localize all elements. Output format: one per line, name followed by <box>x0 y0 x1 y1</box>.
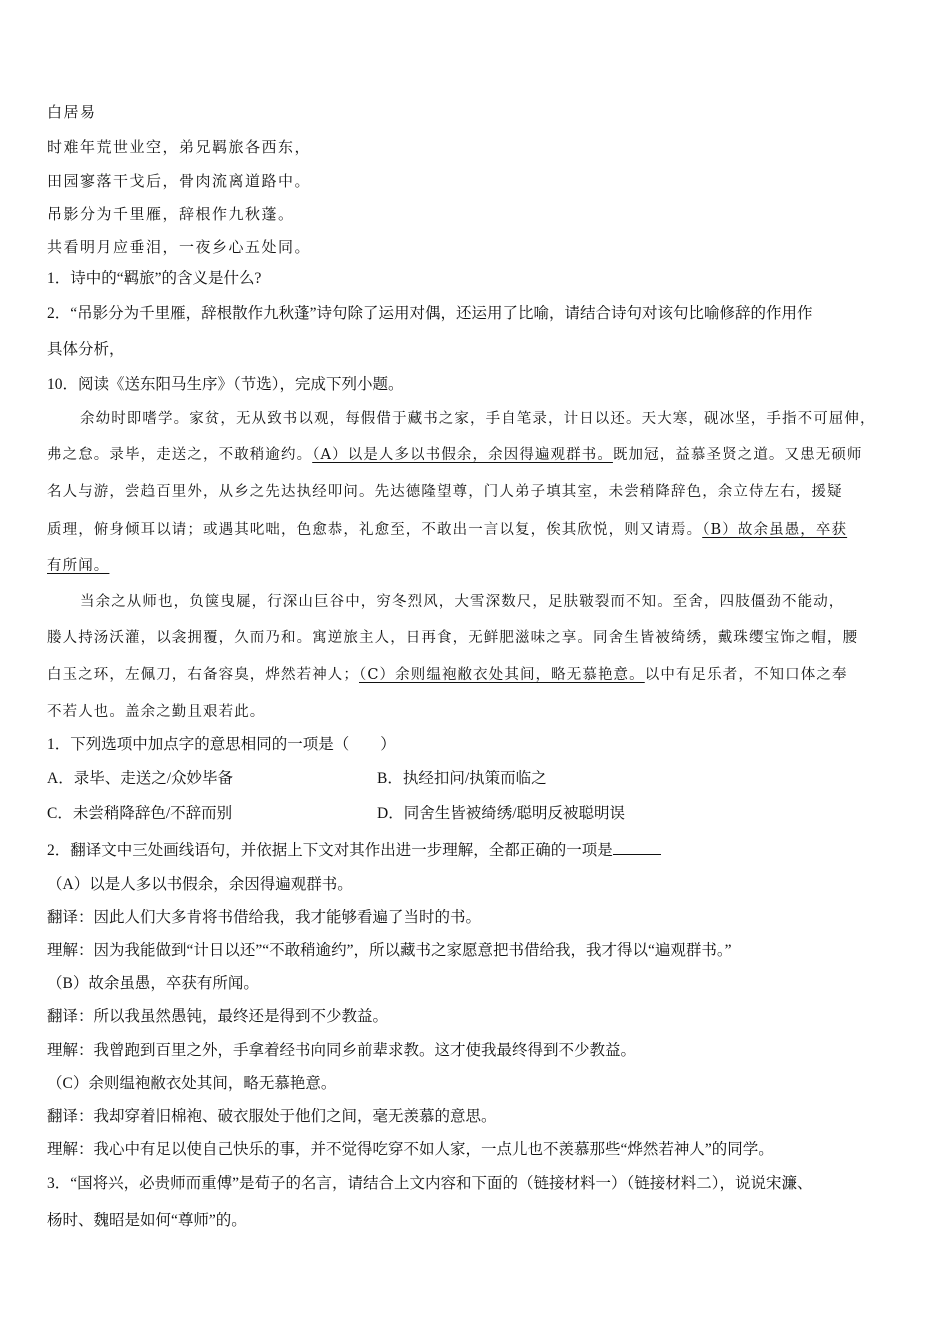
item-a-head: （A）以是人多以书假余，余因得遍观群书。 <box>47 876 353 893</box>
option-c: C．未尝稍降辞色/不辞而别 <box>47 805 233 822</box>
question-3: 3．“国将兴，必贵师而重傅”是荀子的名言，请结合上文内容和下面的（链接材料一）（链接材料二），说说宋濂、 <box>47 1175 813 1192</box>
option-a: A．录毕、走送之/众妙毕备 <box>47 770 234 787</box>
item-c-understanding: 理解：我心中有足以使自己快乐的事，并不觉得吃穿不如人家，一点儿也不羡慕那些“烨然若神人”的同学。 <box>47 1141 774 1158</box>
question-1-stem: 1．下列选项中加点字的意思相同的一项是（ ） <box>47 736 396 753</box>
item-b-understanding: 理解：我曾跑到百里之外，手拿着经书向同乡前辈求教。这才使我最终得到不少教益。 <box>47 1042 637 1059</box>
passage-text: 白玉之环，左佩刀，右备容臭，烨然若神人； <box>47 667 359 683</box>
item-a-understanding: 理解：因为我能做到“计日以还”“不敢稍逾约”，所以藏书之家愿意把书借给我，我才得以“遍观群书。” <box>47 942 732 959</box>
poem-line: 时难年荒世业空，弟兄羁旅各西东， <box>47 138 312 156</box>
passage-line: 余幼时即嗜学。家贫，无从致书以观，每假借于藏书之家，手自笔录，计日以还。天大寒，砚冰坚，手指不可屈伸， <box>80 411 876 427</box>
option-b: B．执经扣问/执策而临之 <box>377 770 547 787</box>
passage-line: 媵人持汤沃灌，以衾拥覆，久而乃和。寓逆旅主人，日再食，无鲜肥滋味之享。同舍生皆被绮绣，戴珠缨宝饰之帽，腰 <box>47 630 859 646</box>
item-b-head: （B）故余虽愚，卒获有所闻。 <box>47 975 259 992</box>
question-3-cont: 杨时、魏昭是如何“尊师”的。 <box>47 1212 247 1229</box>
item-c-translation: 翻译：我却穿着旧棉袍、破衣服处于他们之间，毫无羡慕的意思。 <box>47 1108 497 1125</box>
poem-line: 田园寥落干戈后，骨肉流离道路中。 <box>47 172 312 190</box>
poem-question-2-cont: 具体分析， <box>47 341 125 358</box>
item-a-translation: 翻译：因此人们大多肯将书借给我，我才能够看遍了当时的书。 <box>47 909 482 926</box>
passage-text: 既加冠，益慕圣贤之道。又患无硕师 <box>612 447 863 463</box>
underlined-sentence-b-cont: 有所闻。 <box>47 558 110 574</box>
passage-line: 名人与游，尝趋百里外，从乡之先达执经叩问。先达德隆望尊，门人弟子填其室，未尝稍降辞色，余立侍左右，援疑 <box>47 484 843 500</box>
item-c-head: （C）余则缊袍敝衣处其间，略无慕艳意。 <box>47 1075 337 1092</box>
poem-author: 白居易 <box>47 103 97 121</box>
underlined-sentence-c: （C）余则缊袍敝衣处其间，略无慕艳意。 <box>359 667 645 683</box>
passage-line: 不若人也。盖余之勤且艰若此。 <box>47 704 266 720</box>
underlined-sentence-a: （A）以是人多以书假余，余因得遍观群书。 <box>312 447 613 463</box>
item-b-translation: 翻译：所以我虽然愚钝，最终还是得到不少教益。 <box>47 1008 389 1025</box>
answer-blank <box>613 840 661 855</box>
passage-line <box>47 556 109 576</box>
poem-line: 吊影分为千里雁，辞根作九秋蓬。 <box>47 205 295 223</box>
option-d: D．同舍生皆被绮绣/聪明反被聪明误 <box>377 805 626 822</box>
poem-question-2: 2．“吊影分为千里雁，辞根散作九秋蓬”诗句除了运用对偶，还运用了比喻，请结合诗句对该句比喻修辞的作用作 <box>47 305 813 322</box>
passage-text: 质理，俯身倾耳以请；或遇其叱咄，色愈恭，礼愈至，不敢出一言以复，俟其欣悦，则又请焉。 <box>47 522 703 538</box>
section-title: 10．阅读《送东阳马生序》（节选），完成下列小题。 <box>47 376 404 393</box>
question-2-text: 2．翻译文中三处画线语句，并依据上下文对其作出进一步理解，全都正确的一项是 <box>47 842 613 859</box>
passage-text: 弗之怠。录毕，走送之，不敢稍逾约。 <box>47 447 313 463</box>
underlined-sentence-b: （B）故余虽愚，卒获 <box>702 522 848 538</box>
passage-line <box>47 665 848 685</box>
passage-line <box>47 445 863 465</box>
passage-text: 以中有足乐者，不知口体之奉 <box>644 667 848 683</box>
passage-line: 当余之从师也，负箧曳屣，行深山巨谷中，穷冬烈风，大雪深数尺，足肤皲裂而不知。至舍，四肢僵劲不能动， <box>80 594 845 610</box>
poem-line: 共看明月应垂泪，一夜乡心五处同。 <box>47 238 312 256</box>
poem-question-1: 1．诗中的“羁旅”的含义是什么? <box>47 270 262 287</box>
question-2-stem <box>47 840 661 861</box>
passage-line <box>47 520 847 540</box>
